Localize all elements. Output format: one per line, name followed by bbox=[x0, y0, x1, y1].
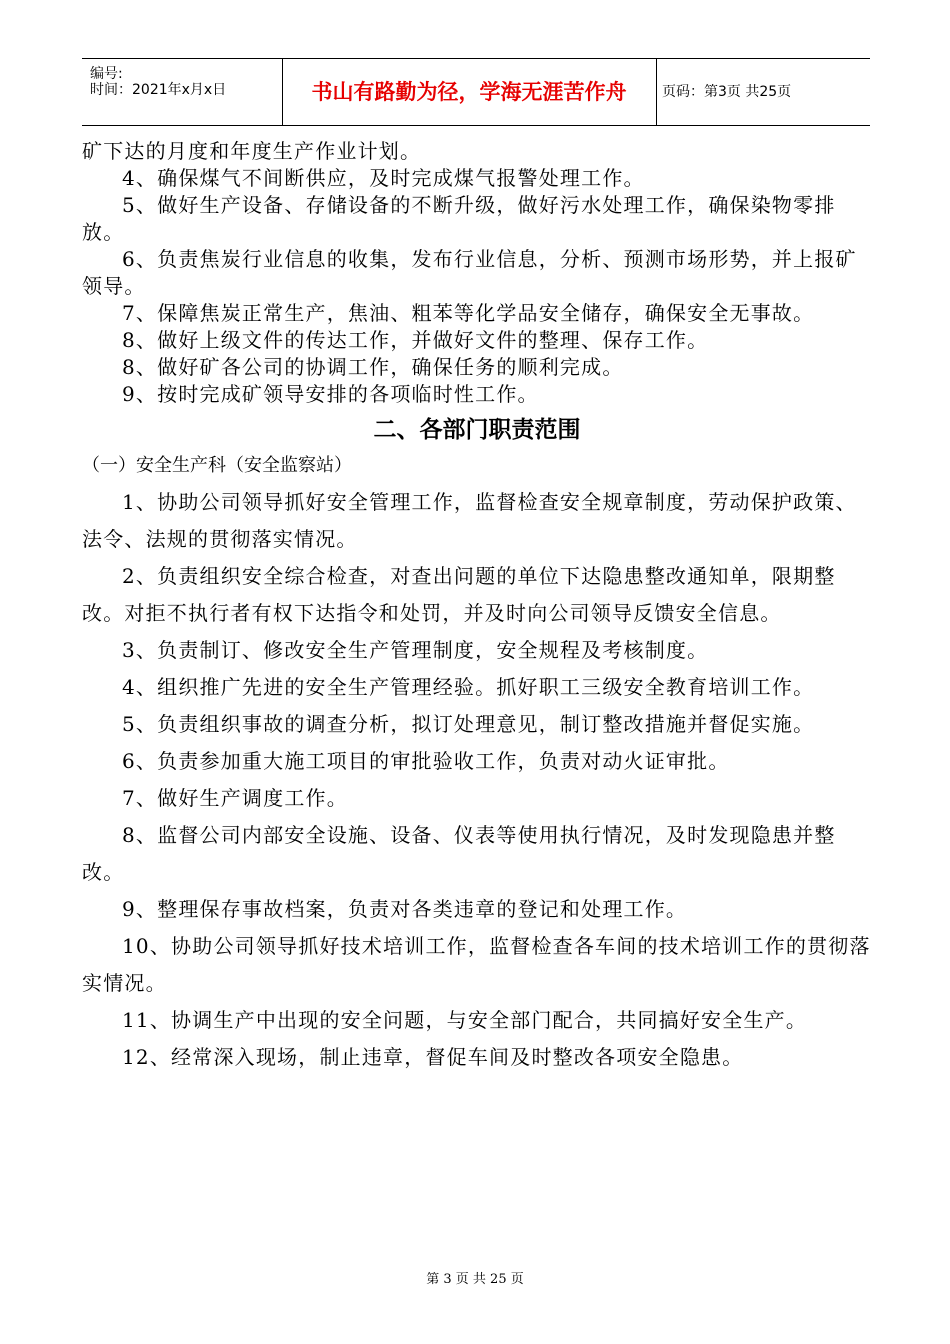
number-label: 编号: bbox=[90, 66, 123, 82]
document-body bbox=[82, 138, 872, 1076]
header-page-info: 页码：第3页 共25页 bbox=[662, 84, 792, 100]
section-heading: 二、各部门职责范围 bbox=[373, 417, 581, 443]
paragraph: 11、协调生产中出现的安全问题，与安全部门配合，共同搞好安全生产。 bbox=[122, 1008, 808, 1032]
paragraph: 10、协助公司领导抓好技术培训工作，监督检查各车间的技术培训工作的贯彻落实情况。 bbox=[82, 934, 871, 995]
paragraph: 2、负责组织安全综合检查，对查出问题的单位下达隐患整改通知单，限期整改。对拒不执行者有权下达指令和处罚，并及时向公司领导反馈安全信息。 bbox=[82, 564, 836, 625]
paragraph: 8、做好上级文件的传达工作，并做好文件的整理、保存工作。 bbox=[122, 328, 709, 352]
document-header bbox=[82, 58, 870, 126]
paragraph: 8、监督公司内部安全设施、设备、仪表等使用执行情况，及时发现隐患并整改。 bbox=[82, 823, 836, 884]
paragraph: 8、做好矿各公司的协调工作，确保任务的顺利完成。 bbox=[122, 355, 624, 379]
paragraph: 7、做好生产调度工作。 bbox=[122, 786, 348, 810]
paragraph: 6、负责参加重大施工项目的审批验收工作，负责对动火证审批。 bbox=[122, 749, 730, 773]
header-divider bbox=[656, 59, 657, 125]
page-footer: 第 3 页 共 25 页 bbox=[426, 1272, 524, 1287]
paragraph: 12、经常深入现场，制止违章，督促车间及时整改各项安全隐患。 bbox=[122, 1045, 744, 1069]
paragraph: 4、确保煤气不间断供应，及时完成煤气报警处理工作。 bbox=[122, 166, 645, 190]
subsection-heading: （一）安全生产科（安全监察站） bbox=[82, 455, 352, 476]
paragraph: 5、做好生产设备、存储设备的不断升级，做好污水处理工作，确保染物零排放。 bbox=[82, 193, 836, 244]
header-motto: 书山有路勤为径，学海无涯苦作舟 bbox=[311, 80, 627, 104]
paragraph: 3、负责制订、修改安全生产管理制度，安全规程及考核制度。 bbox=[122, 638, 709, 662]
paragraph: 9、按时完成矿领导安排的各项临时性工作。 bbox=[122, 382, 539, 406]
time-label: 时间：2021年x月x日 bbox=[90, 82, 227, 98]
header-meta bbox=[82, 59, 282, 125]
paragraph: 4、组织推广先进的安全生产管理经验。抓好职工三级安全教育培训工作。 bbox=[122, 675, 815, 699]
paragraph: 矿下达的月度和年度生产作业计划。 bbox=[82, 139, 422, 163]
paragraph: 6、负责焦炭行业信息的收集，发布行业信息，分析、预测市场形势，并上报矿领导。 bbox=[82, 247, 857, 298]
header-divider bbox=[282, 59, 283, 125]
paragraph: 7、保障焦炭正常生产，焦油、粗苯等化学品安全储存，确保安全无事故。 bbox=[122, 301, 815, 325]
paragraph: 5、负责组织事故的调查分析，拟订处理意见，制订整改措施并督促实施。 bbox=[122, 712, 815, 736]
paragraph: 9、整理保存事故档案，负责对各类违章的登记和处理工作。 bbox=[122, 897, 688, 921]
paragraph: 1、协助公司领导抓好安全管理工作，监督检查安全规章制度，劳动保护政策、法令、法规的贯彻落实情况。 bbox=[82, 490, 857, 551]
